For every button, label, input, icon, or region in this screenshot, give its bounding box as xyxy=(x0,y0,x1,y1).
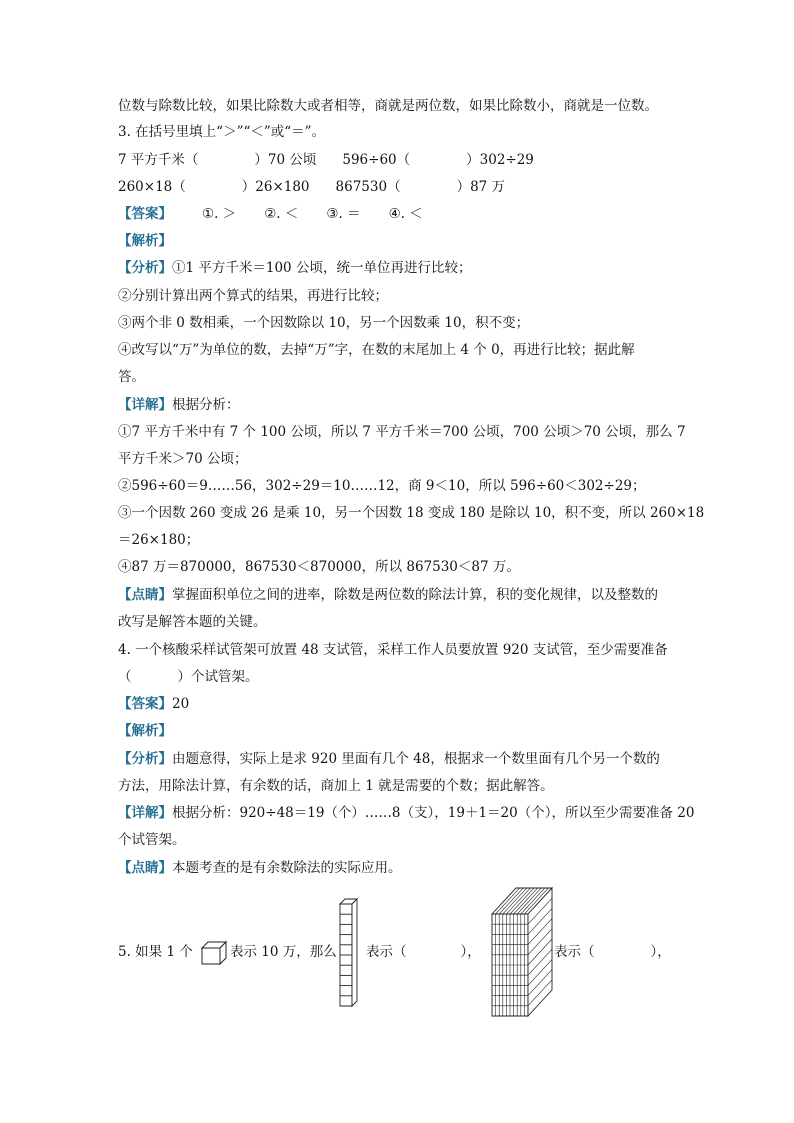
question-5-blank-2 xyxy=(554,942,671,962)
text: 7 平方千米（ xyxy=(118,152,199,168)
analysis-sub-tag: 【分析】 xyxy=(118,751,172,767)
unit-cube-icon xyxy=(200,940,228,966)
text: 根据分析： xyxy=(172,397,240,413)
comment-tag: 【点睛】 xyxy=(118,587,172,603)
text-line: 位数与除数比较，如果比除数大或者相等，商就是两位数，如果比除数小，商就是一位数。 xyxy=(118,98,658,114)
text: 表示（ xyxy=(366,944,407,960)
question-4-line-2 xyxy=(118,667,259,687)
question-5-text-a: 5. 如果 1 个 xyxy=(118,944,193,960)
answer-item: ④. ＜ xyxy=(388,206,423,222)
ten-cube-rod-icon xyxy=(336,896,360,1008)
text: 867530（ xyxy=(335,179,401,195)
text-line: 改写是解答本题的关键。 xyxy=(118,614,267,630)
text-line: 方法，用除法计算，有余数的话，商加上 1 就是需要的个数；据此解答。 xyxy=(118,778,554,794)
question-3-title: 3. 在括号里填上“＞”“＜”或“＝”。 xyxy=(118,124,326,140)
question-3-row-2 xyxy=(118,177,505,197)
analysis-tag: 【解析】 xyxy=(118,723,172,739)
analysis-sub-tag: 【分析】 xyxy=(118,260,172,276)
answer-tag: 【答案】 xyxy=(118,696,172,712)
text: 由题意得，实际上是求 920 里面有几个 48，根据求一个数里面有几个另一个数的 xyxy=(172,751,660,767)
hundred-cube-flat-icon xyxy=(488,884,554,1018)
answer-item: ①. ＞ xyxy=(202,206,237,222)
text: 本题考查的是有余数除法的实际应用。 xyxy=(172,860,402,876)
detail-tag: 【详解】 xyxy=(118,805,172,821)
text: ）， xyxy=(460,944,481,960)
comment-line xyxy=(118,858,402,878)
text: 掌握面积单位之间的进率，除数是两位数的除法计算，积的变化规律，以及整数的 xyxy=(172,587,658,603)
answer-tag: 【答案】 xyxy=(118,206,172,222)
text-line: ②分别计算出两个算式的结果，再进行比较； xyxy=(118,288,388,304)
text: 260×18（ xyxy=(118,179,186,195)
text: 表示（ xyxy=(554,944,595,960)
answer-value: 20 xyxy=(172,696,190,712)
text: ）70 公顷 xyxy=(254,152,317,168)
text-line: ③一个因数 260 变成 26 是乘 10，另一个因数 18 变成 180 是除以 10，积不变，所以 260×18 xyxy=(118,505,705,521)
analysis-tag: 【解析】 xyxy=(118,233,172,249)
answer-line xyxy=(118,204,423,224)
comment-tag: 【点睛】 xyxy=(118,860,172,876)
text: ①1 平方千米＝100 公顷，统一单位再进行比较； xyxy=(172,260,472,276)
text: （ xyxy=(118,669,132,685)
comment-line xyxy=(118,585,658,605)
text-line: ＝26×180； xyxy=(118,532,200,548)
text: ）302÷29 xyxy=(466,152,534,168)
question-5-blank-1 xyxy=(366,942,481,962)
question-3-row-1 xyxy=(118,150,534,170)
text-line: ④87 万＝870000，867530＜870000，所以 867530＜87 万。 xyxy=(118,559,520,575)
text: 596÷60（ xyxy=(342,152,411,168)
text-line: 个试管架。 xyxy=(118,832,186,848)
question-4-title: 4. 一个核酸采样试管架可放置 48 支试管，采样工作人员要放置 920 支试管，至少需要准备 xyxy=(118,642,668,658)
text: ）， xyxy=(650,944,671,960)
analysis-line xyxy=(118,749,660,769)
text: 根据分析：920÷48＝19（个）……8（支），19＋1＝20（个），所以至少需要准备 20 xyxy=(172,805,695,821)
question-5-text-b: 表示 10 万，那么 xyxy=(230,944,337,960)
text-line: ④改写以“万”为单位的数，去掉“万”字，在数的末尾加上 4 个 0，再进行比较；据此解 xyxy=(118,342,635,358)
answer-item: ②. ＜ xyxy=(264,206,299,222)
analysis-line xyxy=(118,258,471,278)
answer-item: ③. ＝ xyxy=(326,206,361,222)
text-line: ③两个非 0 数相乘，一个因数除以 10，另一个因数乘 10，积不变； xyxy=(118,315,530,331)
text-line: 平方千米＞70 公顷； xyxy=(118,451,248,467)
text: ）87 万 xyxy=(456,179,506,195)
text: ）26×180 xyxy=(241,179,310,195)
detail-line xyxy=(118,395,240,415)
text-line: ①7 平方千米中有 7 个 100 公顷，所以 7 平方千米＝700 公顷，700 公顷＞70 公顷，那么 7 xyxy=(118,424,686,440)
detail-line xyxy=(118,803,694,823)
detail-tag: 【详解】 xyxy=(118,397,172,413)
text: ）个试管架。 xyxy=(177,669,259,685)
text-line: ②596÷60＝9……56，302÷29＝10……12，商 9＜10，所以 596÷60＜302÷29； xyxy=(118,478,646,494)
answer-line xyxy=(118,694,189,714)
text-line: 答。 xyxy=(118,369,145,385)
